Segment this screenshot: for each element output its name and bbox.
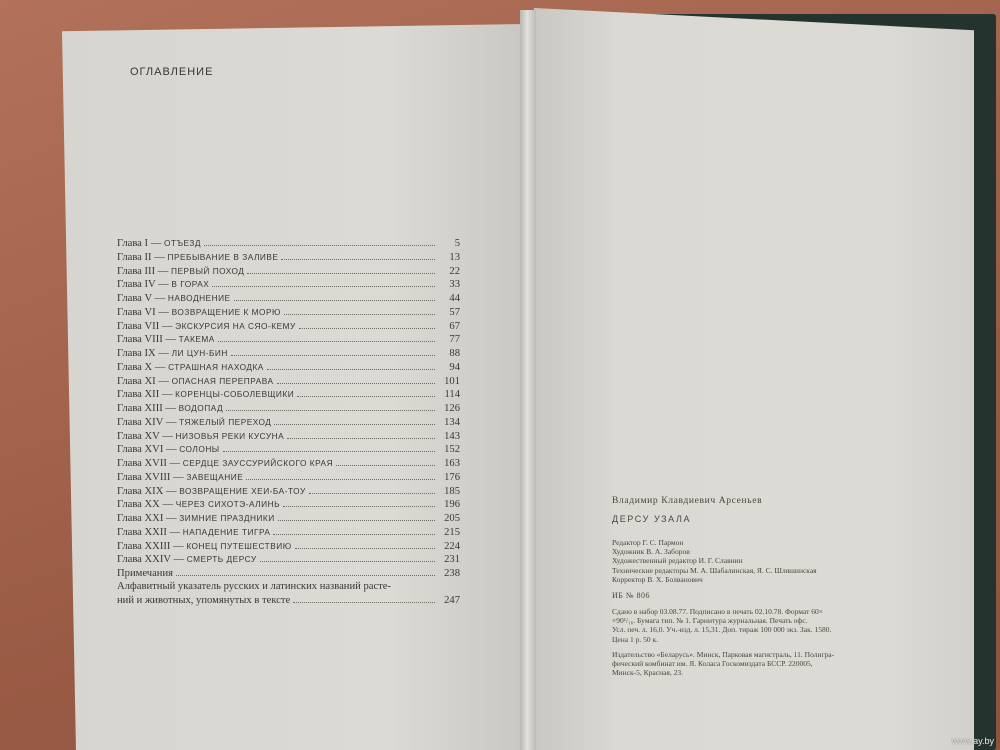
- toc-chapter: [117, 361, 264, 375]
- toc-entry: [117, 333, 460, 347]
- toc-chapter: [117, 471, 243, 485]
- toc-entry: [117, 457, 460, 471]
- toc-leader: [231, 347, 435, 356]
- toc-chapter: [117, 320, 296, 334]
- toc-leader: [223, 443, 435, 452]
- toc-index-line1: Алфавитный указатель русских и латинских названий расте-: [117, 580, 392, 592]
- credit-line: Художник В. А. Заборов: [612, 547, 690, 557]
- toc-leader: [336, 457, 435, 466]
- chapter-page: 114: [444, 389, 460, 401]
- chapter-page: 44: [449, 293, 460, 304]
- toc-entry: [117, 402, 460, 416]
- chapter-page: 126: [444, 403, 460, 414]
- toc-leader: [218, 333, 435, 342]
- book-title: ДЕРСУ УЗАЛА: [612, 514, 692, 524]
- chapter-title: ТАКЕМА: [178, 334, 215, 345]
- chapter-page: 134: [444, 416, 460, 428]
- toc-index-page: 247: [444, 594, 460, 606]
- toc-entry: [117, 416, 460, 430]
- toc-entry: [117, 540, 460, 554]
- toc-chapter: [117, 388, 294, 402]
- toc-entry: [117, 347, 460, 361]
- toc-leader: [226, 402, 435, 411]
- toc-entry: [117, 443, 460, 457]
- toc-leader: [281, 251, 435, 260]
- chapter-page: 88: [449, 348, 460, 359]
- toc-entry: [117, 498, 460, 512]
- credit-line: Технические редакторы М. А. Шабалинская, Я. С. Шляшинская: [612, 565, 817, 575]
- toc-notes-page: 238: [444, 568, 460, 579]
- toc-chapter: [117, 540, 292, 554]
- toc-entry: [117, 388, 460, 402]
- toc-chapter: [117, 333, 215, 347]
- toc-entry: [117, 237, 460, 251]
- chapter-page: 77: [449, 334, 460, 346]
- chapter-page: 196: [444, 499, 460, 511]
- toc-leader: [283, 498, 435, 507]
- chapter-number: Глава XVII —: [117, 458, 183, 469]
- chapter-number: Глава III —: [117, 265, 172, 277]
- toc-leader: [278, 512, 435, 521]
- chapter-title: ВОЗВРАЩЕНИЕ ХЕИ-БА-ТОУ: [179, 485, 306, 496]
- toc-index-line2: ний и животных, упомянутых в тексте: [117, 594, 291, 606]
- chapter-page: 143: [444, 430, 460, 442]
- toc-notes-row: [117, 567, 460, 581]
- chapter-number: Глава X —: [117, 361, 169, 373]
- toc-entry: [117, 430, 460, 444]
- toc-chapter: [117, 498, 280, 512]
- imprint-block: [612, 495, 912, 677]
- chapter-title: ПЕРВЫЙ ПОХОД: [171, 265, 245, 276]
- toc-chapter: [117, 251, 278, 265]
- toc-leader: [212, 278, 435, 287]
- toc-entry: [117, 251, 460, 265]
- chapter-number: Глава XIII —: [117, 403, 179, 414]
- toc-leader: [297, 388, 435, 397]
- chapter-number: Глава IV —: [117, 279, 172, 291]
- toc-chapter: [117, 512, 275, 526]
- ib-number: ИБ № 806: [612, 591, 651, 601]
- chapter-page: 185: [444, 485, 460, 497]
- toc-entry: [117, 292, 460, 306]
- toc-entry: [117, 471, 460, 485]
- toc-leader: [273, 526, 435, 535]
- chapter-page: 176: [444, 471, 460, 483]
- credits-list: [612, 538, 912, 584]
- toc-chapter: [117, 526, 270, 540]
- chapter-title: В ГОРАХ: [171, 279, 210, 290]
- chapter-page: 163: [444, 458, 460, 469]
- chapter-number: Глава VI —: [117, 306, 172, 318]
- chapter-page: 94: [449, 361, 460, 373]
- chapter-title: ПРЕБЫВАНИЕ В ЗАЛИВЕ: [167, 251, 279, 262]
- chapter-title: КОНЕЦ ПУТЕШЕСТВИЮ: [186, 540, 292, 551]
- chapter-title: СТРАШНАЯ НАХОДКА: [168, 361, 264, 372]
- chapter-title: НИЗОВЬЯ РЕКИ КУСУНА: [175, 430, 285, 441]
- toc-entry: [117, 361, 460, 375]
- chapter-number: Глава XXIV —: [117, 554, 187, 566]
- toc-chapter: [117, 443, 220, 457]
- chapter-page: 22: [449, 265, 460, 277]
- toc-entry: [117, 485, 460, 499]
- chapter-title: ЗАВЕЩАНИЕ: [186, 471, 244, 482]
- table-of-contents: [117, 237, 460, 607]
- credit-line: Художественный редактор И. Г. Славнин: [612, 556, 743, 566]
- chapter-page: 224: [444, 540, 460, 552]
- toc-leader: [287, 430, 435, 439]
- toc-leader: [299, 320, 435, 329]
- chapter-page: 152: [444, 444, 460, 456]
- chapter-number: Глава I —: [117, 238, 164, 249]
- chapter-number: Глава XII —: [117, 389, 176, 401]
- toc-chapter: [117, 457, 333, 471]
- toc-chapter: [117, 416, 271, 430]
- toc-chapter: [117, 347, 228, 361]
- chapter-title: ОТЪЕЗД: [163, 238, 202, 248]
- toc-leader: [176, 567, 435, 576]
- chapter-number: Глава XX —: [117, 499, 176, 511]
- toc-leader: [204, 237, 435, 246]
- chapter-number: Глава XIX —: [117, 485, 180, 497]
- chapter-number: Глава II —: [117, 251, 168, 263]
- toc-entry: [117, 553, 460, 567]
- toc-leader: [309, 485, 435, 494]
- toc-chapter: [117, 402, 223, 416]
- chapter-title: ТЯЖЕЛЫЙ ПЕРЕХОД: [179, 416, 272, 427]
- toc-index-row: [117, 581, 460, 608]
- chapter-page: 231: [444, 554, 460, 566]
- chapter-page: 101: [444, 375, 460, 387]
- chapter-title: ЭКСКУРСИЯ НА СЯО-КЕМУ: [175, 320, 296, 331]
- chapter-page: 67: [449, 320, 460, 332]
- toc-leader: [267, 361, 435, 370]
- toc-leader: [277, 375, 435, 384]
- chapter-number: Глава IX —: [117, 348, 172, 359]
- toc-entry: [117, 320, 460, 334]
- toc-entry: [117, 306, 460, 320]
- chapter-title: ВОЗВРАЩЕНИЕ К МОРЮ: [171, 306, 281, 317]
- toc-leader: [234, 292, 435, 301]
- chapter-title: НАПАДЕНИЕ ТИГРА: [182, 526, 271, 537]
- toc-chapter: [117, 375, 274, 389]
- toc-entry: [117, 512, 460, 526]
- chapter-title: НАВОДНЕНИЕ: [167, 293, 231, 303]
- toc-chapter: [117, 306, 281, 320]
- toc-entry: [117, 265, 460, 279]
- chapter-page: 205: [444, 513, 460, 524]
- chapter-title: ЛИ ЦУН-БИН: [171, 348, 228, 358]
- chapter-title: ВОДОПАД: [178, 403, 224, 413]
- toc-leader: [284, 306, 435, 315]
- chapter-page: 13: [449, 251, 460, 263]
- chapter-title: ЗИМНИЕ ПРАЗДНИКИ: [179, 513, 275, 523]
- production-line: ×90¹/₁₆. Бумага тип. № 1. Гарнитура журнальная. Печать офс.: [612, 616, 808, 626]
- toc-leader: [247, 265, 435, 274]
- chapter-number: Глава VIII —: [117, 334, 179, 346]
- chapter-title: ОПАСНАЯ ПЕРЕПРАВА: [171, 375, 274, 386]
- production-line: Цена 1 р. 50 к.: [612, 634, 658, 644]
- toc-leader: [295, 540, 435, 549]
- chapter-title: СМЕРТЬ ДЕРСУ: [186, 554, 257, 565]
- watermark: www.ay.by: [951, 736, 994, 746]
- credit-line: Корректор В. Х. Болванович: [612, 574, 703, 584]
- book-gutter: [520, 10, 536, 750]
- credit-line: Редактор Г. С. Пармон: [612, 538, 684, 547]
- publisher-line: фический комбинат им. Я. Коласа Госкомиздата БССР. 220005,: [612, 659, 813, 669]
- toc-entry: [117, 278, 460, 292]
- chapter-title: ЧЕРЕЗ СИХОТЭ-АЛИНЬ: [175, 499, 281, 510]
- production-line: Сдано в набор 03.08.77. Подписано в печать 02.10.78. Формат 60×: [612, 607, 823, 617]
- chapter-number: Глава XXIII —: [117, 540, 187, 552]
- publisher-line: Минск-5, Красная, 23.: [612, 668, 683, 678]
- toc-entry: [117, 526, 460, 540]
- toc-entry: [117, 375, 460, 389]
- production-details: [612, 607, 902, 644]
- chapter-number: Глава VII —: [117, 320, 176, 332]
- toc-chapter: [117, 430, 284, 444]
- toc-leader: [293, 594, 435, 603]
- chapter-title: СОЛОНЫ: [179, 444, 220, 455]
- toc-leader: [274, 416, 435, 425]
- chapter-page: 57: [449, 306, 460, 318]
- author-name: Владимир Клавдиевич Арсеньев: [612, 495, 763, 506]
- toc-leader: [260, 553, 435, 562]
- chapter-number: Глава XI —: [117, 375, 172, 387]
- toc-chapter: [117, 237, 201, 251]
- chapter-title: СЕРДЦЕ ЗАУССУРИЙСКОГО КРАЯ: [182, 458, 334, 468]
- chapter-page: 33: [449, 279, 460, 291]
- chapter-number: Глава XVI —: [117, 444, 180, 456]
- chapter-number: Глава XIV —: [117, 416, 180, 428]
- toc-heading: ОГЛАВЛЕНИЕ: [130, 66, 214, 78]
- toc-leader: [246, 471, 435, 480]
- chapter-number: Глава XV —: [117, 430, 176, 442]
- toc-chapter: [117, 278, 209, 292]
- chapter-page: 215: [444, 526, 460, 538]
- chapter-number: Глава XXI —: [117, 513, 180, 524]
- chapter-title: КОРЕНЦЫ-СОБОЛЕВЩИКИ: [175, 389, 295, 400]
- production-line: Усл. печ. л. 16,0. Уч.-изд. л. 15,31. Доп. тираж 100 000 экз. Зак. 1580.: [612, 625, 832, 635]
- chapter-page: 5: [454, 238, 460, 249]
- toc-notes-label: Примечания: [117, 568, 173, 579]
- chapter-number: Глава XVIII —: [117, 471, 187, 483]
- chapter-number: Глава XXII —: [117, 526, 183, 538]
- toc-chapter: [117, 553, 257, 567]
- toc-chapter: [117, 265, 244, 279]
- chapter-number: Глава V —: [117, 293, 168, 304]
- publisher-line: Издательство «Беларусь». Минск, Парковая магистраль, 11. Полигра-: [612, 649, 835, 659]
- publisher-details: [612, 650, 902, 678]
- toc-chapter: [117, 292, 231, 306]
- toc-chapter: [117, 485, 306, 499]
